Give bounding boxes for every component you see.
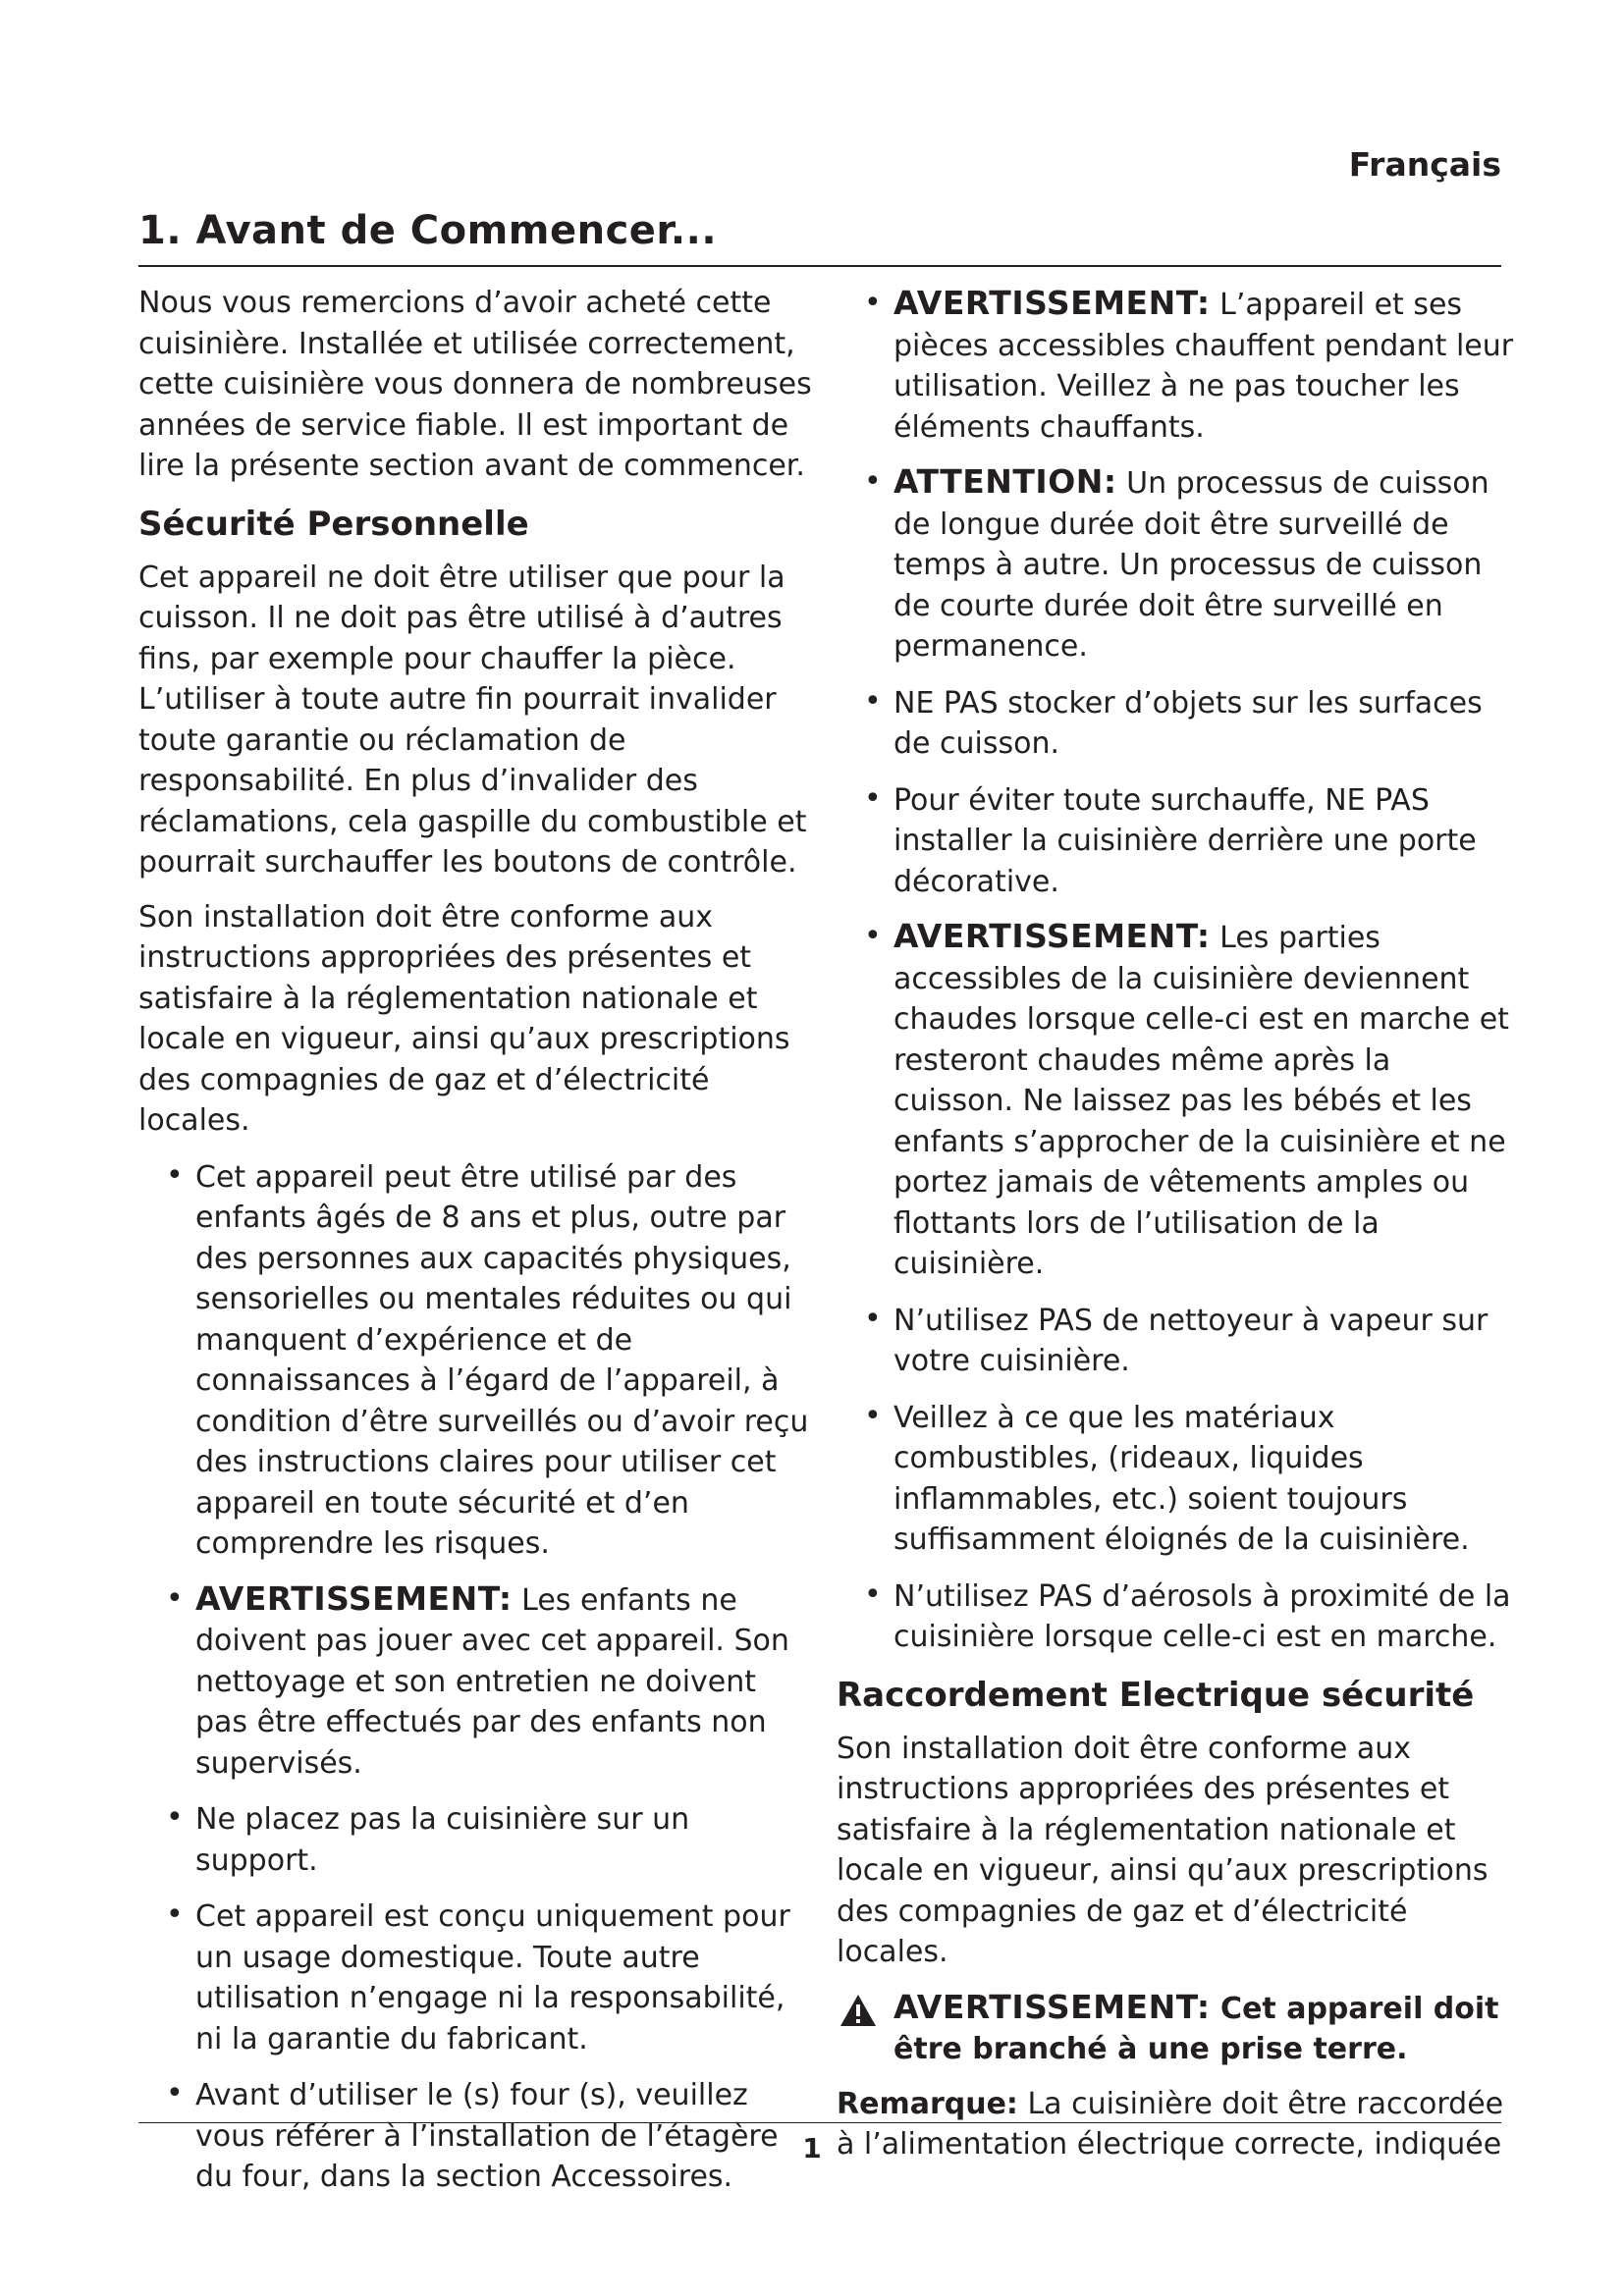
bullet-icon: • xyxy=(166,1580,184,1616)
title-divider xyxy=(138,265,1501,267)
bullet-icon: • xyxy=(864,683,882,719)
bullet-text: N’utilisez PAS d’aérosols à proximité de la cuisinière lorsque celle-ci est en marche. xyxy=(893,1578,1511,1654)
list-item xyxy=(864,1396,1514,1561)
electrical-paragraph: Son installation doit être conforme aux instructions appropriées des présentes et satisfaire à la réglementation nationale et locale en vigueur, ainsi qu’aux prescriptions des compagnies de gaz et d’électricité locales. xyxy=(837,1731,1489,1969)
intro-paragraph: Nous vous remercions d’avoir acheté cette cuisinière. Installée et utilisée correctement, cette cuisinière vous donnera de nombreuses années de service fiable. Il est important de lire la présente section avant de commencer. xyxy=(138,286,812,483)
list-item xyxy=(166,1155,816,1565)
list-item xyxy=(864,1299,1514,1382)
earth-warning xyxy=(837,1987,1514,2070)
bullet-keyword: AVERTISSEMENT: xyxy=(195,1578,513,1618)
bullet-keyword: ATTENTION: xyxy=(893,462,1117,501)
list-item xyxy=(864,916,1514,1285)
safety-paragraph-2: Son installation doit être conforme aux instructions appropriées des présentes et satisfaire à la réglementation nationale et locale en vigueur, ainsi qu’aux prescriptions des compagnies de gaz et d’électricité locales. xyxy=(138,899,790,1138)
bullet-icon: • xyxy=(166,1897,184,1932)
section-title-electrical-safety: Raccordement Electrique sécurité xyxy=(837,1675,1475,1715)
language-label: Français xyxy=(1348,145,1501,184)
footer-divider xyxy=(138,2122,1501,2123)
bullet-icon: • xyxy=(864,464,882,499)
bullet-icon: • xyxy=(864,780,882,816)
list-item xyxy=(864,283,1514,448)
page-title: 1. Avant de Commencer... xyxy=(138,208,718,253)
bullet-text: Avant d’utiliser le (s) four (s), veuillez vous référer à l’installation de l’étagère du four, dans la section Accessoires. xyxy=(195,2078,779,2194)
left-bullet-list xyxy=(138,1155,816,2198)
bullet-icon: • xyxy=(864,1301,882,1336)
safety-paragraph-1: Cet appareil ne doit être utiliser que pour la cuisson. Il ne doit pas être utilisé à d’autres fins, par exemple pour chauffer la pièce. L’utiliser à toute autre fin pourrait invalider toute garantie ou réclamation de responsabilité. En plus d’invalider des réclamations, cela gaspille du combustible et pourrait surchauffer les boutons de contrôle. xyxy=(138,560,807,880)
warning-keyword: AVERTISSEMENT: xyxy=(893,1987,1211,2026)
bullet-text: L’appareil et ses pièces accessibles chauffent pendant leur utilisation. Veillez à ne pas toucher les éléments chauffants. xyxy=(893,288,1514,445)
bullet-keyword: AVERTISSEMENT: xyxy=(893,284,1211,322)
warning-triangle-icon xyxy=(839,1993,878,2028)
page-number: 1 xyxy=(802,2132,822,2164)
warning-text: Cet appareil doit être branché à une prise terre. xyxy=(893,1991,1499,2066)
bullet-keyword: AVERTISSEMENT: xyxy=(893,917,1211,955)
list-item xyxy=(864,461,1514,667)
bullet-text: Cet appareil peut être utilisé par des enfants âgés de 8 ans et plus, outre par des personnes aux capacités physiques, sensorielles ou mentales réduites ou qui manquent d’expérience et de connaissances à l’égard de l’appareil, à condition d’être surveillés ou d’avoir reçu des instructions claires pour utiliser cet appareil en toute sécurité et d’en comprendre les risques. xyxy=(195,1159,809,1561)
bullet-text: N’utilisez PAS de nettoyeur à vapeur sur votre cuisinière. xyxy=(893,1303,1489,1378)
bullet-text: Veillez à ce que les matériaux combustibles, (rideaux, liquides inflammables, etc.) soient toujours suffisamment éloignés de la cuisinière. xyxy=(893,1400,1470,1557)
bullet-icon: • xyxy=(166,1800,184,1835)
bullet-icon: • xyxy=(166,1157,184,1193)
bullet-icon: • xyxy=(166,2076,184,2110)
section-title-personal-safety: Sécurité Personnelle xyxy=(138,504,529,544)
bullet-text: NE PAS stocker d’objets sur les surfaces de cuisson. xyxy=(893,685,1483,761)
list-item xyxy=(166,1895,816,2059)
right-column xyxy=(837,283,1514,2179)
bullet-text: Les enfants ne doivent pas jouer avec cet appareil. Son nettoyage et son entretien ne doivent pas être effectués par des enfants non supervisés. xyxy=(195,1582,789,1781)
bullet-icon: • xyxy=(864,1576,882,1612)
bullet-icon: • xyxy=(864,919,882,953)
bullet-icon: • xyxy=(864,1398,882,1433)
list-item xyxy=(864,1575,1514,1658)
bullet-text: Un processus de cuisson de longue durée doit être surveillé de temps à autre. Un processus de cuisson de courte durée doit être surveillé en permanence. xyxy=(893,466,1489,664)
note-text: La cuisinière doit être raccordée à l’alimentation électrique correcte, indiquée xyxy=(837,2086,1504,2162)
list-item xyxy=(166,1578,816,1785)
right-bullet-list xyxy=(837,283,1514,1658)
left-column xyxy=(138,283,816,2212)
bullet-text: Pour éviter toute surchauffe, NE PAS installer la cuisinière derrière une porte décorative. xyxy=(893,782,1477,899)
bullet-text: Cet appareil est conçu uniquement pour un usage domestique. Toute autre utilisation n’engage ni la responsabilité, ni la garantie du fabricant. xyxy=(195,1899,790,2056)
note-label: Remarque: xyxy=(837,2086,1018,2121)
list-item xyxy=(166,1797,816,1881)
bullet-icon: • xyxy=(864,286,882,320)
list-item xyxy=(864,681,1514,765)
list-item xyxy=(864,778,1514,903)
bullet-text: Ne placez pas la cuisinière sur un support. xyxy=(195,1802,690,1878)
bullet-text: Les parties accessibles de la cuisinière deviennent chaudes lorsque celle-ci est en marche et resteront chaudes même après la cuisson. Ne laissez pas les bébés et les enfants s’approcher de la cuisinière et ne portez jamais de vêtements amples ou flottants lors de l’utilisation de la cuisinière. xyxy=(893,921,1509,1281)
